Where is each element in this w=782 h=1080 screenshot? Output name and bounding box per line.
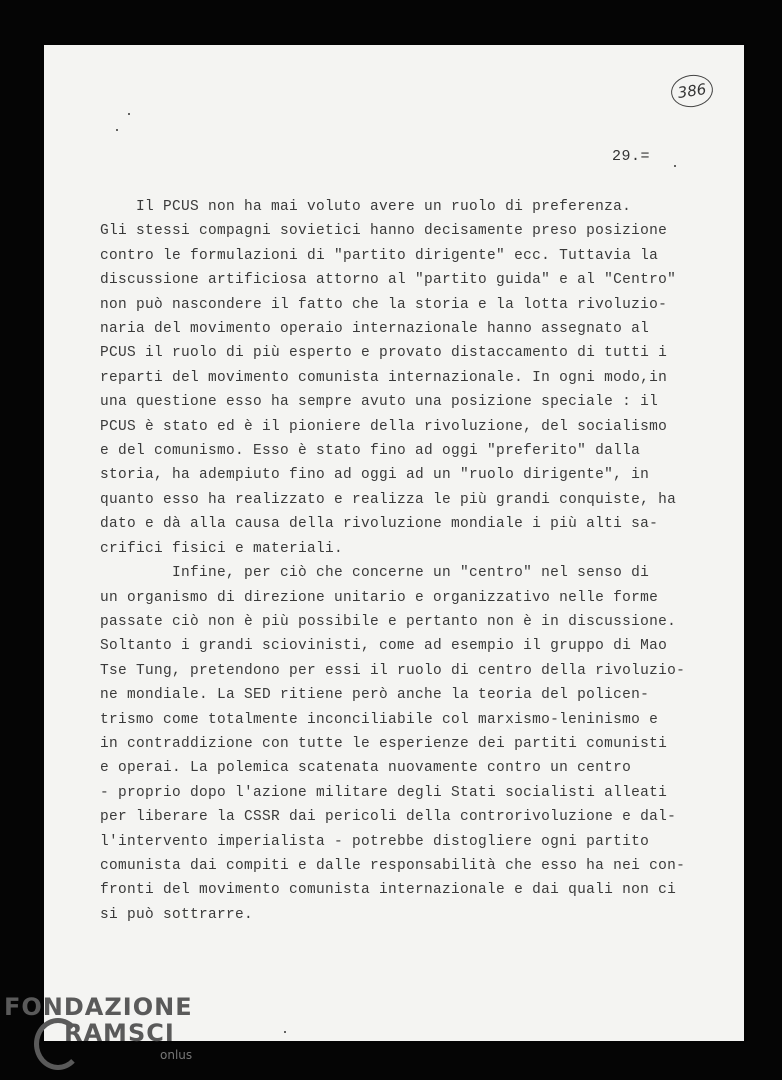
watermark-sub: onlus [160, 1048, 193, 1062]
text-line: in contraddizione con tutte le esperienze dei partiti comunisti [100, 735, 668, 752]
page-number: 29.= [612, 148, 651, 165]
text-line: Gli stessi compagni sovietici hanno decisamente preso posizione [100, 223, 668, 240]
body-text [100, 195, 686, 927]
text-line: l'intervento imperialista - potrebbe distogliere ogni partito [100, 833, 650, 850]
text-line: un organismo di direzione unitario e organizzativo nelle forme [100, 589, 659, 606]
text-line: naria del movimento operaio internazionale hanno assegnato al [100, 321, 650, 338]
text-line: reparti del movimento comunista internazionale. In ogni modo,in [100, 369, 668, 386]
text-line: discussione artificiosa attorno al "partito guida" e al "Centro" [100, 272, 677, 289]
speck [674, 165, 676, 167]
text-line: Soltanto i grandi sciovinisti, come ad esempio il gruppo di Mao [100, 638, 668, 655]
text-line: si può sottrarre. [100, 906, 254, 923]
text-line: quanto esso ha realizzato e realizza le più grandi conquiste, ha [100, 491, 677, 508]
text-line: Tse Tung, pretendono per essi il ruolo di centro della rivoluzio- [100, 662, 686, 679]
text-line: fronti del movimento comunista internazionale e dai quali non ci [100, 882, 677, 899]
text-line: ne mondiale. La SED ritiene però anche la teoria del policen- [100, 687, 650, 704]
text-line: comunista dai compiti e dalle responsabilità che esso ha nei con- [100, 857, 686, 874]
text-line: e del comunismo. Esso è stato fino ad oggi "preferito" dalla [100, 443, 641, 460]
paragraph-1 [100, 195, 677, 561]
text-line: trismo come totalmente inconciliabile col marxismo-leninismo e [100, 711, 659, 728]
speck [116, 129, 118, 131]
text-line: non può nascondere il fatto che la storia e la lotta rivoluzio- [100, 296, 668, 313]
text-line: crifici fisici e materiali. [100, 540, 344, 557]
text-line: Infine, per ciò che concerne un "centro" nel senso di [100, 565, 650, 582]
text-line: passate ciò non è più possibile e pertanto non è in discussione. [100, 613, 677, 630]
text-line: - proprio dopo l'azione militare degli Stati socialisti alleati [100, 784, 668, 801]
text-line: dato e dà alla causa della rivoluzione mondiale i più alti sa- [100, 516, 659, 533]
text-line: contro le formulazioni di "partito dirigente" ecc. Tuttavia la [100, 247, 659, 264]
document-page [44, 45, 744, 1041]
text-line: una questione esso ha sempre avuto una posizione speciale : il [100, 394, 659, 411]
stamp-number: 386 [676, 80, 708, 102]
speck [128, 113, 130, 115]
text-line: Il PCUS non ha mai voluto avere un ruolo di preferenza. [100, 199, 632, 215]
text-line: PCUS il ruolo di più esperto e provato distaccamento di tutti i [100, 345, 668, 362]
text-line: PCUS è stato ed è il pioniere della rivoluzione, del socialismo [100, 418, 668, 435]
logo-line-2: RAMSCI [64, 1019, 175, 1047]
text-line: e operai. La polemica scatenata nuovamente contro un centro [100, 760, 632, 777]
paragraph-2 [100, 561, 686, 927]
speck [284, 1031, 286, 1033]
g-logo-icon [34, 1018, 82, 1070]
archive-stamp [669, 72, 715, 110]
text-line: storia, ha adempiuto fino ad oggi ad un "ruolo dirigente", in [100, 467, 650, 484]
logo-line-1: FONDAZIONE [4, 993, 193, 1021]
text-line: per liberare la CSSR dai pericoli della controrivoluzione e dal- [100, 809, 677, 826]
watermark-logo [4, 994, 193, 1046]
